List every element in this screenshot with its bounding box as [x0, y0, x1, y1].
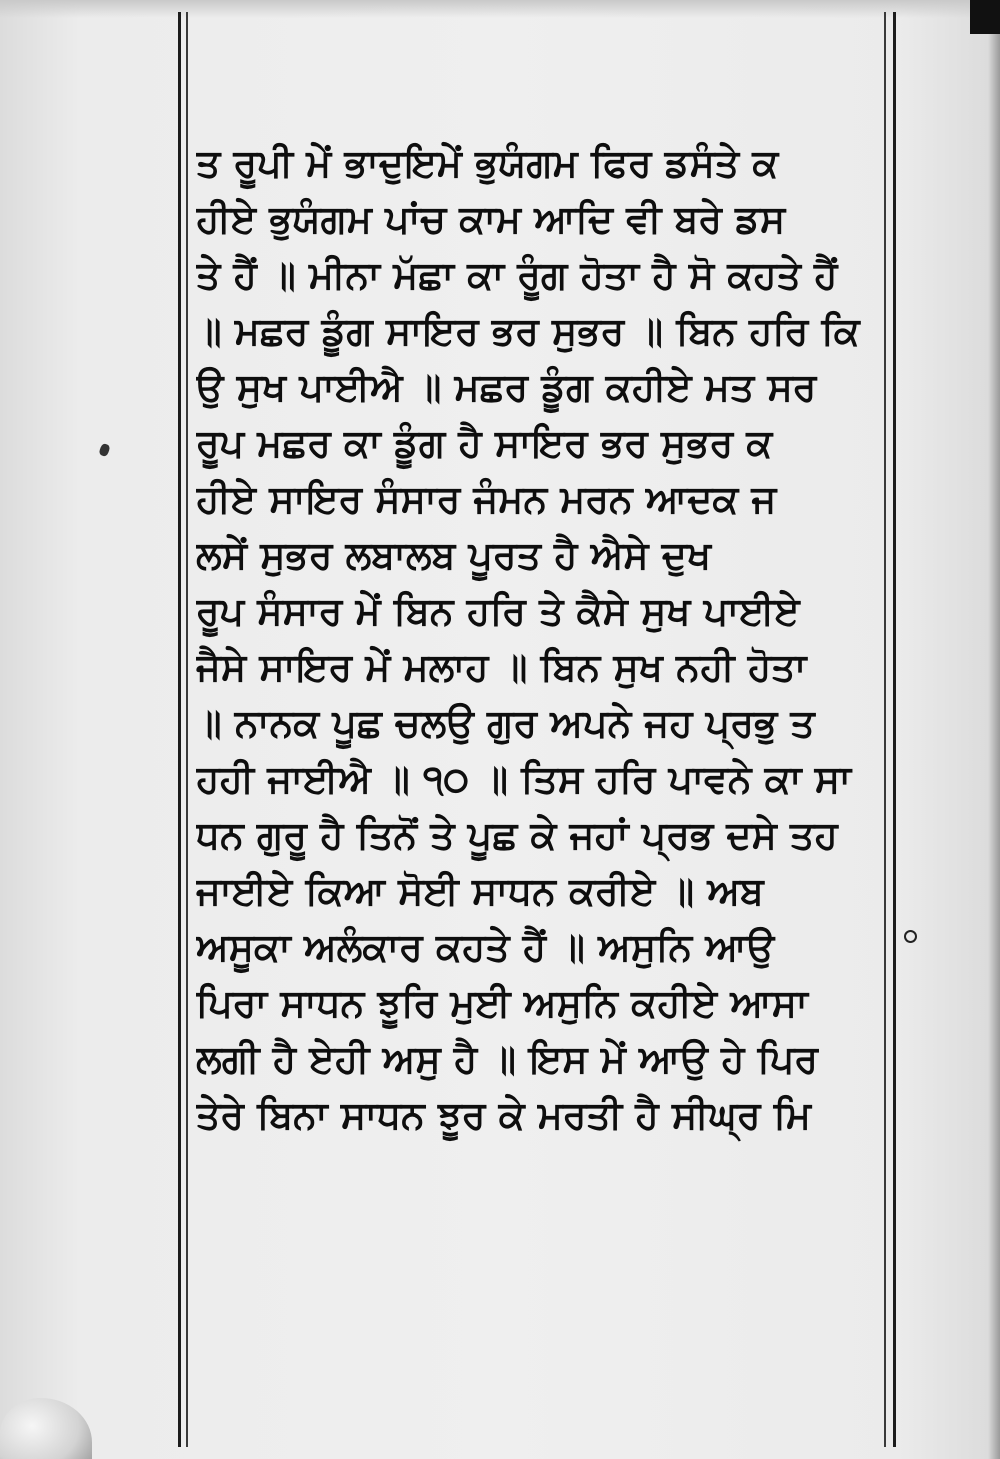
text-line-2: ਹੀਏ ਭੁਯੰਗਮ ਪਾਂਚ ਕਾਮ ਆਦਿ ਵੀ ਬਰੇ ਡਸ [196, 197, 786, 241]
scan-corner-background [970, 0, 1000, 34]
text-line-10: ਜੈਸੇ ਸਾਇਰ ਮੇਂ ਮਲਾਹ ॥ ਬਿਨ ਸੁਖ ਨਹੀ ਹੋਤਾ [196, 645, 807, 689]
text-line-17: ਲਗੀ ਹੈ ਏਹੀ ਅਸੁ ਹੈ ॥ ਇਸ ਮੇਂ ਆਉ ਹੇ ਪਿਰ [196, 1037, 818, 1081]
text-line-1: ਤ ਰੂਪੀ ਮੇਂ ਭਾਦੁਇਮੇਂ ਭੁਯੰਗਮ ਫਿਰ ਡਸੰਤੇ ਕ [196, 141, 779, 185]
text-line-9: ਰੂਪ ਸੰਸਾਰ ਮੇਂ ਬਿਨ ਹਰਿ ਤੇ ਕੈਸੇ ਸੁਖ ਪਾਈਏ [196, 589, 800, 633]
text-line-18: ਤੇਰੇ ਬਿਨਾ ਸਾਧਨ ਝੂਰ ਕੇ ਮਰਤੀ ਹੈ ਸੀਘ੍ਰ ਮਿ [196, 1093, 811, 1137]
text-line-11: ॥ ਨਾਨਕ ਪੂਛ ਚਲਉ ਗੁਰ ਅਪਨੇ ਜਹ ਪ੍ਰਭੁ ਤ [196, 701, 815, 745]
scanner-thumb [0, 1398, 92, 1459]
text-line-5: ਉ ਸੁਖ ਪਾਈਐ ॥ ਮਛਰ ਡੂੰਗ ਕਹੀਏ ਮਤ ਸਰ [196, 365, 817, 409]
text-line-16: ਪਿਰਾ ਸਾਧਨ ਝੂਰਿ ਮੁਈ ਅਸੁਨਿ ਕਹੀਏ ਆਸਾ [196, 981, 808, 1025]
text-line-13: ਧਨ ਗੁਰੂ ਹੈ ਤਿਨੋਂ ਤੇ ਪੂਛ ਕੇ ਜਹਾਂ ਪ੍ਰਭ ਦਸੇ ਤਹ [196, 813, 838, 857]
text-line-6: ਰੂਪ ਮਛਰ ਕਾ ਡੂੰਗ ਹੈ ਸਾਇਰ ਭਰ ਸੁਭਰ ਕ [196, 421, 773, 465]
page-right-shadow [988, 34, 1000, 1459]
manuscript-text [196, 135, 908, 1143]
left-margin-rule-inner [186, 12, 188, 1447]
text-line-14: ਜਾਈਏ ਕਿਆ ਸੋਈ ਸਾਧਨ ਕਰੀਏ ॥ ਅਬ [196, 869, 764, 913]
text-line-4: ॥ ਮਛਰ ਡੂੰਗ ਸਾਇਰ ਭਰ ਸੁਭਰ ॥ ਬਿਨ ਹਰਿ ਕਿ [196, 309, 860, 353]
text-line-12: ਹਹੀ ਜਾਈਐ ॥ ੧੦ ॥ ਤਿਸ ਹਰਿ ਪਾਵਨੇ ਕਾ ਸਾ [196, 757, 851, 801]
text-line-8: ਲਸੇਂ ਸੁਭਰ ਲਬਾਲਬ ਪੂਰਤ ਹੈ ਐਸੇ ਦੁਖ [196, 533, 712, 577]
ink-blot [98, 443, 111, 457]
text-line-7: ਹੀਏ ਸਾਇਰ ਸੰਸਾਰ ਜੰਮਨ ਮਰਨ ਆਦਕ ਜ [196, 477, 777, 521]
page-top-shadow [0, 0, 1000, 18]
text-line-3: ਤੇ ਹੈਂ ॥ ਮੀਨਾ ਮੱਛਾ ਕਾ ਰੂੰਗ ਹੋਤਾ ਹੈ ਸੋ ਕਹਤੇ ਹੈਂ [196, 253, 838, 297]
text-line-15: ਅਸੂਕਾ ਅਲੰਕਾਰ ਕਹਤੇ ਹੈਂ ॥ ਅਸੁਨਿ ਆਉ [196, 925, 775, 969]
left-margin-rule [178, 12, 181, 1447]
